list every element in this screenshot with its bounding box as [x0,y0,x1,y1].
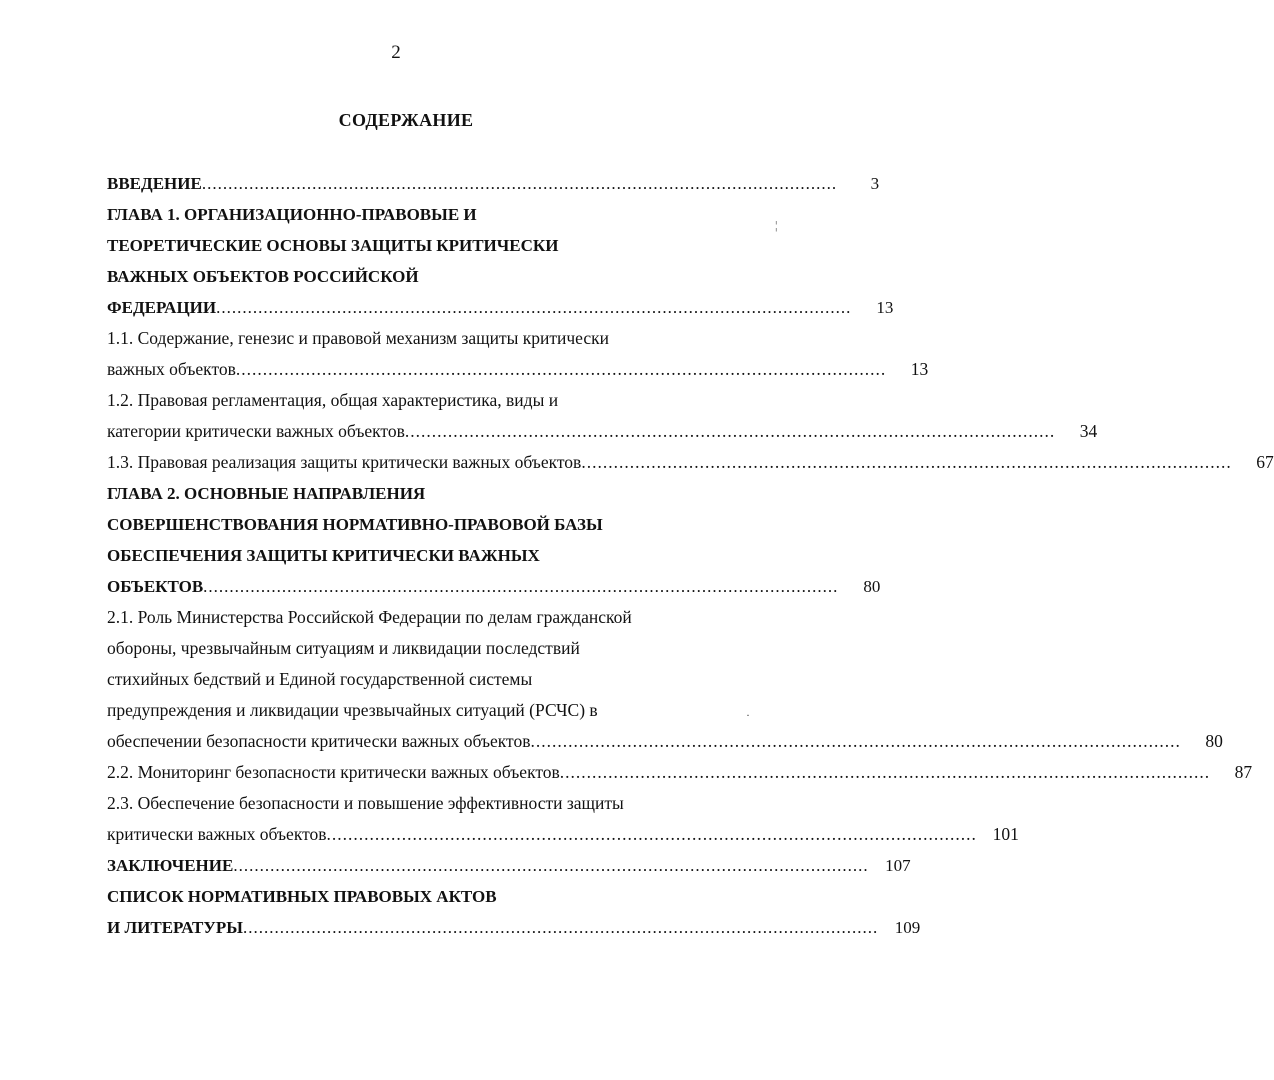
toc-entry-section-2-1-line-2: обороны, чрезвычайным ситуациям и ликвидации последствий [107,638,580,658]
scan-mark: · [746,708,750,722]
toc-entry-section-1-1-line-2: важных объектов ......................................................................................................................... 13 [107,354,692,385]
toc-page-number: 34 [1079,421,1098,441]
toc-entry-section-2-1-line-3: стихийных бедствий и Единой государственной системы [107,669,533,689]
toc-entry-section-2-3-line-1: 2.3. Обеспечение безопасности и повышение эффективности защиты [107,793,624,813]
toc-entry-references-line-2: И ЛИТЕРАТУРЫ ......................................................................................................................... 109 [107,912,692,943]
toc-page-number: 3 [870,174,880,193]
toc-entry-conclusion: ЗАКЛЮЧЕНИЕ ......................................................................................................................... 107 [107,850,692,881]
toc-page-number: 13 [876,298,894,317]
scan-mark: ¦ [775,218,778,232]
dot-leader: ......................................................................................................................... [326,824,977,844]
toc-entry-section-1-2-line-2: категории критически важных объектов ......................................................................................................................... 34 [107,416,692,447]
toc-entry-chapter-1-line-3: ВАЖНЫХ ОБЪЕКТОВ РОССИЙСКОЙ [107,267,419,286]
dot-leader: ......................................................................................................................... [242,918,879,937]
dot-leader: ......................................................................................................................... [581,452,1232,472]
toc-entry-chapter-2-line-2: СОВЕРШЕНСТВОВАНИЯ НОРМАТИВНО-ПРАВОВОЙ БАЗЫ [107,515,603,534]
toc-page-number: 80 [863,577,881,596]
toc-entry-chapter-2-line-1: ГЛАВА 2. ОСНОВНЫЕ НАПРАВЛЕНИЯ [107,484,426,503]
toc-page-number: 67 [1256,452,1274,472]
toc-entry-chapter-2-line-3: ОБЕСПЕЧЕНИЯ ЗАЩИТЫ КРИТИЧЕСКИ ВАЖНЫХ [107,546,540,565]
toc-entry-references-line-1: СПИСОК НОРМАТИВНЫХ ПРАВОВЫХ АКТОВ [107,887,497,906]
toc-entry-chapter-2-line-4: ОБЪЕКТОВ ......................................................................................................................... 80 [107,571,692,602]
toc-page-number: 80 [1205,731,1223,751]
toc-entry-section-1-2-line-1: 1.2. Правовая регламентация, общая характеристика, виды и [107,390,559,410]
toc-entry-chapter-1-line-4: ФЕДЕРАЦИИ ......................................................................................................................... 13 [107,292,692,323]
dot-leader: ......................................................................................................................... [559,762,1211,782]
toc-entry-section-2-3-line-2: критически важных объектов ......................................................................................................................... 101 [107,819,692,850]
dot-leader: ......................................................................................................................... [203,577,839,596]
toc-entry-introduction: ВВЕДЕНИЕ ......................................................................................................................... 3 [107,168,692,199]
dot-leader: ......................................................................................................................... [233,856,869,875]
page-number: 2 [391,42,401,63]
dot-leader: ......................................................................................................................... [404,421,1056,441]
page-title: СОДЕРЖАНИЕ [338,110,474,130]
toc-entry-section-1-1-line-1: 1.1. Содержание, генезис и правовой механизм защиты критически [107,328,610,348]
toc-page-number: 101 [992,824,1019,844]
toc-page-number: 87 [1234,762,1253,782]
toc-entry-chapter-1-line-2: ТЕОРЕТИЧЕСКИЕ ОСНОВЫ ЗАЩИТЫ КРИТИЧЕСКИ [107,236,559,255]
table-of-contents [107,168,1274,943]
toc-entry-section-2-1-line-4: предупреждения и ликвидации чрезвычайных ситуаций (РСЧС) в [107,700,598,720]
toc-entry-section-1-3: 1.3. Правовая реализация защиты критически важных объектов ......................................................................................................................... 67 [107,447,692,478]
toc-page-number: 13 [910,359,929,379]
toc-page-number: 109 [894,918,921,937]
toc-entry-section-2-2: 2.2. Мониторинг безопасности критически важных объектов ......................................................................................................................... 87 [107,757,692,788]
dot-leader: ......................................................................................................................... [235,359,887,379]
dot-leader: ......................................................................................................................... [201,174,838,193]
toc-entry-section-2-1-line-1: 2.1. Роль Министерства Российской Федерации по делам гражданской [107,607,632,627]
dot-leader: ......................................................................................................................... [530,731,1181,751]
dot-leader: ......................................................................................................................... [216,298,852,317]
toc-entry-chapter-1-line-1: ГЛАВА 1. ОРГАНИЗАЦИОННО-ПРАВОВЫЕ И [107,205,477,224]
toc-page-number: 107 [885,856,911,875]
toc-entry-section-2-1-line-5: обеспечении безопасности критически важных объектов ......................................................................................................................... 80 [107,726,692,757]
